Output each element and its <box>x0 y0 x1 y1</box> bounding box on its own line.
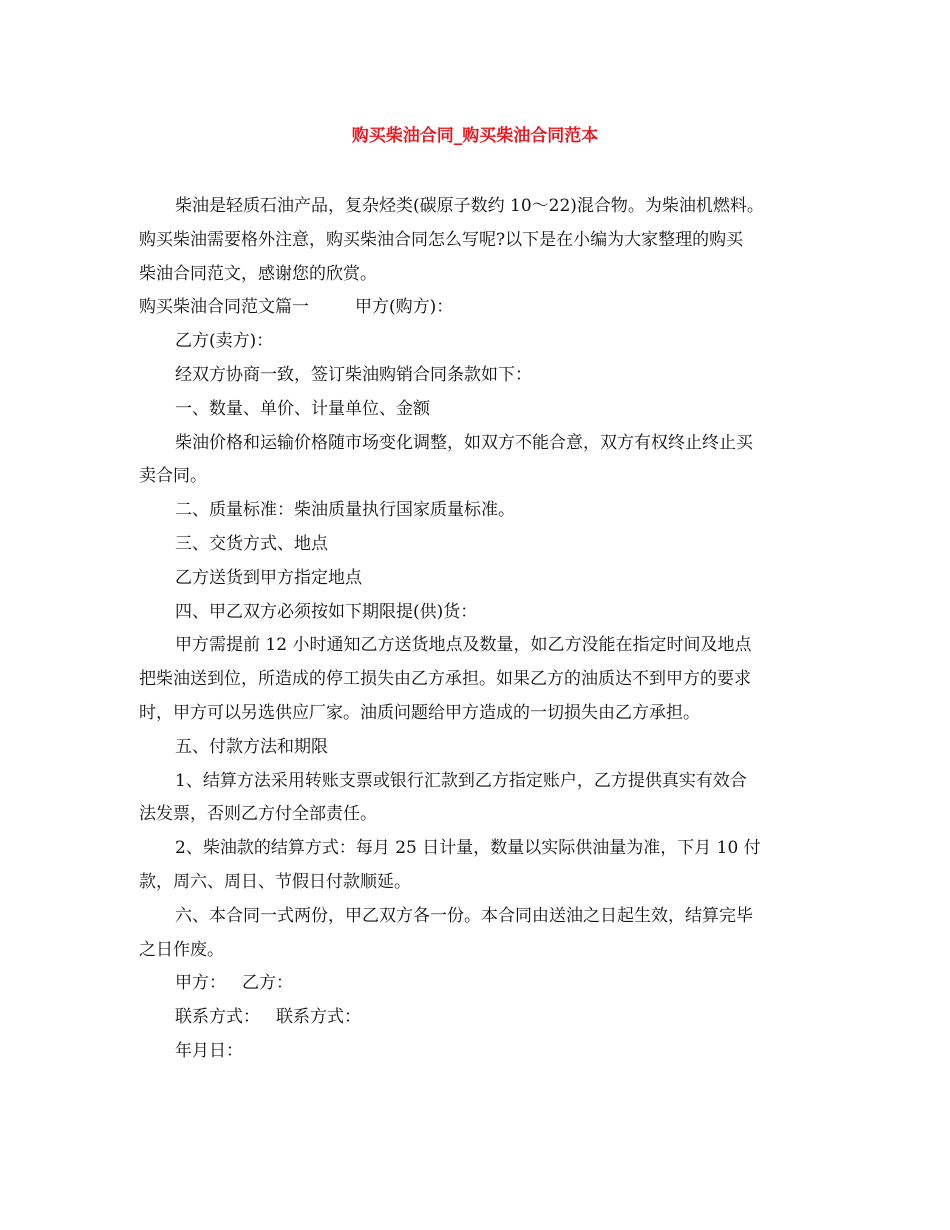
clause1-title: 一、数量、单价、计量单位、金额 <box>175 398 430 419</box>
clause6-2: 之日作废。 <box>139 939 224 960</box>
document-body <box>139 190 819 1069</box>
document-title: 购买柴油合同_购买柴油合同范本 <box>351 126 599 146</box>
clause4-text-3: 时，甲方可以另选供应厂家。油质问题给甲方造成的一切损失由乙方承担。 <box>139 702 700 723</box>
contact-party-b: 联系方式： <box>276 1007 361 1028</box>
sign-party-a: 甲方： <box>175 973 226 994</box>
section-heading: 购买柴油合同范文篇一 <box>139 297 309 318</box>
intro-line-2: 购买柴油需要格外注意，购买柴油合同怎么写呢?以下是在小编为大家整理的购买 <box>139 229 744 250</box>
party-b-label: 乙方(卖方)： <box>175 331 274 352</box>
intro-line-1: 柴油是轻质石油产品，复杂烃类(碳原子数约 10～22)混合物。为柴油机燃料。 <box>175 196 764 216</box>
clause5-title: 五、付款方法和期限 <box>175 736 328 757</box>
clause6-1: 六、本合同一式两份，甲乙双方各一份。本合同由送油之日起生效，结算完毕 <box>175 905 753 926</box>
signature-line <box>139 967 819 1001</box>
sign-party-b: 乙方： <box>242 973 293 994</box>
clause5-item2-2: 款，周六、周日、节假日付款顺延。 <box>139 871 411 892</box>
clause1-text-2: 卖合同。 <box>139 466 207 487</box>
clause2: 二、质量标准：柴油质量执行国家质量标准。 <box>175 500 515 521</box>
clause4-text-2: 把柴油送到位，所造成的停工损失由乙方承担。如果乙方的油质达不到甲方的要求 <box>139 669 751 690</box>
clause4-title: 四、甲乙双方必须按如下期限提(供)货： <box>175 601 478 622</box>
intro-line-3: 柴油合同范文，感谢您的欣赏。 <box>139 263 377 284</box>
contact-line <box>139 1001 819 1035</box>
clause5-item1-1: 1、结算方法采用转账支票或银行汇款到乙方指定账户，乙方提供真实有效合 <box>175 770 747 791</box>
contact-party-a: 联系方式： <box>175 1007 260 1028</box>
clause3-text: 乙方送货到甲方指定地点 <box>175 567 362 588</box>
clause4-text-1: 甲方需提前 12 小时通知乙方送货地点及数量，如乙方没能在指定时间及地点 <box>175 635 752 656</box>
clause5-item2-1: 2、柴油款的结算方式：每月 25 日计量，数量以实际供油量为准，下月 10 付 <box>175 838 761 859</box>
agreement-line: 经双方协商一致，签订柴油购销合同条款如下： <box>175 364 532 385</box>
clause1-text-1: 柴油价格和运输价格随市场变化调整，如双方不能合意，双方有权终止终止买 <box>175 432 753 453</box>
date-line: 年月日： <box>175 1040 243 1061</box>
clause3-title: 三、交货方式、地点 <box>175 533 328 554</box>
clause5-item1-2: 法发票，否则乙方付全部责任。 <box>139 804 377 825</box>
section-heading-line <box>139 291 819 325</box>
party-a-label: 甲方(购方)： <box>355 297 454 318</box>
